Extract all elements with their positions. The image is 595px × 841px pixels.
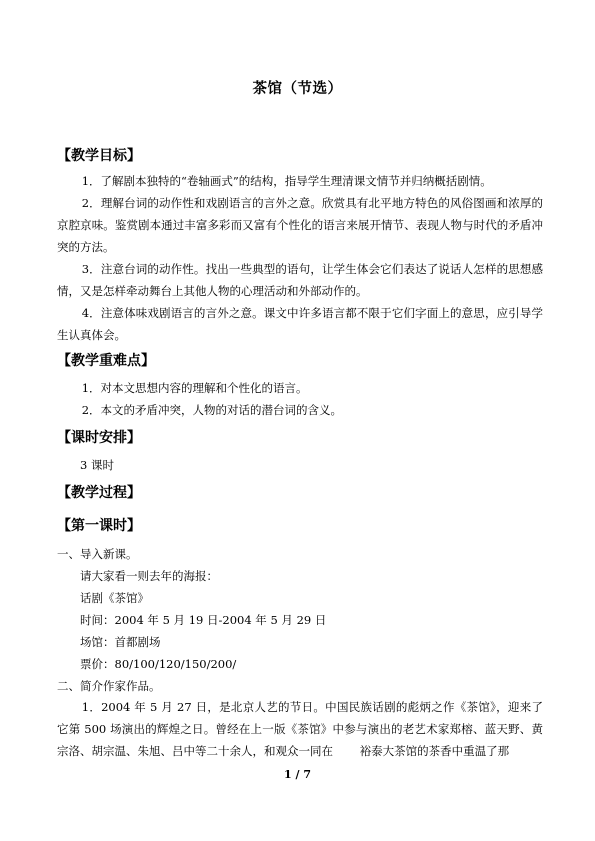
section-heading-key-points: 【教学重难点】 <box>57 353 155 369</box>
poster-name: 话剧《茶馆》 <box>80 591 149 605</box>
section-heading-goals: 【教学目标】 <box>57 148 141 164</box>
poster-price: 票价：80/100/120/150/200/ <box>80 657 237 671</box>
goals-list <box>57 170 543 346</box>
key-points-list <box>57 377 543 421</box>
lesson1-step1: 一、导入新课。 <box>57 547 138 561</box>
lesson1-step2: 二、简介作家作品。 <box>57 679 161 693</box>
poster-intro: 请大家看一则去年的海报： <box>80 569 218 583</box>
section-heading-lesson1: 【第一课时】 <box>57 518 141 534</box>
poster-venue: 场馆：首都剧场 <box>80 635 161 649</box>
goal-item-2: 2．理解台词的动作性和戏剧语言的言外之意。欣赏具有北平地方特色的风俗图画和浓厚的京腔京味。鉴赏剧本通过丰富多彩而又富有个性化的语言来展开情节、表现人物与时代的矛盾冲突的方法。 <box>57 196 543 254</box>
key-point-item-2: 2．本文的矛盾冲突，人物的对话的潜台词的含义。 <box>81 403 343 417</box>
goal-item-4: 4．注意体味戏剧语言的言外之意。课文中许多语言都不限于它们字面上的意思，应引导学生认真体会。 <box>57 306 543 342</box>
author-intro-paragraph <box>57 696 543 762</box>
goal-item-3: 3．注意台词的动作性。找出一些典型的语句，让学生体会它们表达了说话人怎样的思想感情，又是怎样牵动舞台上其他人物的心理活动和外部动作的。 <box>57 262 543 298</box>
poster-time: 时间：2004 年 5 月 19 日-2004 年 5 月 29 日 <box>80 613 327 627</box>
key-point-item-1: 1．对本文思想内容的理解和个性化的语言。 <box>81 381 308 395</box>
section-heading-schedule: 【课时安排】 <box>57 430 141 446</box>
author-intro-text: 1．2004 年 5 月 27 日，是北京人艺的节日。中国民族话剧的彪炳之作《茶馆》，迎来了它第 500 场演出的辉煌之日。曾经在上一版《茶馆》中参与演出的老艺术家郑榕、蓝天野、黄宗洛、胡宗温、朱旭、吕中等二十余人，和观众一同在 裕泰大茶馆的茶香中重温了那 <box>57 700 543 758</box>
document-title: 茶馆（节选） <box>252 81 343 97</box>
page-number: 1 / 7 <box>284 768 311 781</box>
section-heading-process: 【教学过程】 <box>57 485 141 501</box>
schedule-text: 3 课时 <box>80 458 114 472</box>
goal-item-1: 1．了解剧本独特的“卷轴画式”的结构，指导学生理清课文情节并归纳概括剧情。 <box>81 174 492 188</box>
